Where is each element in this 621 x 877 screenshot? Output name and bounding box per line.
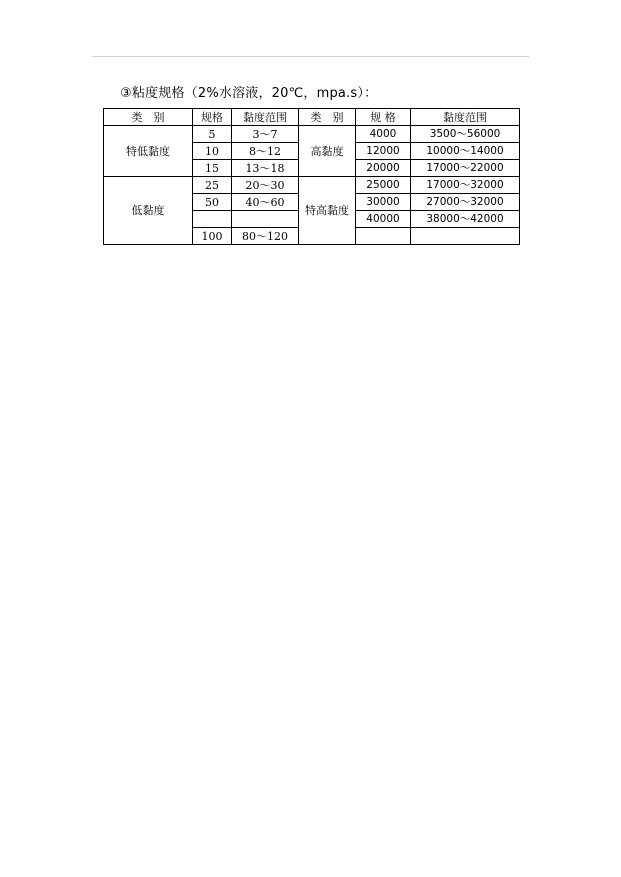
spec-cell: 4000 [356, 126, 411, 143]
spec-cell: 12000 [356, 143, 411, 160]
range-cell: 13～18 [232, 160, 299, 177]
spec-cell: 15 [193, 160, 232, 177]
range-cell: 10000～14000 [411, 143, 520, 160]
header-category-right: 类 别 [299, 109, 356, 126]
category-ultra-low: 特低黏度 [104, 126, 193, 177]
range-cell: 17000～32000 [411, 177, 520, 194]
spec-cell: 25000 [356, 177, 411, 194]
category-ultra-high: 特高黏度 [299, 177, 356, 245]
spec-cell: 5 [193, 126, 232, 143]
range-cell: 40～60 [232, 194, 299, 211]
range-cell: 38000～42000 [411, 211, 520, 228]
table-row [104, 126, 520, 143]
table-header-row [104, 109, 520, 126]
spec-cell: 10 [193, 143, 232, 160]
spec-cell: 50 [193, 194, 232, 211]
header-category-left: 类 别 [104, 109, 193, 126]
category-low: 低黏度 [104, 177, 193, 245]
range-cell: 3500～56000 [411, 126, 520, 143]
range-cell [411, 228, 520, 245]
spec-cell: 40000 [356, 211, 411, 228]
header-spec-right: 规 格 [356, 109, 411, 126]
range-cell: 8～12 [232, 143, 299, 160]
viscosity-spec-heading: ③粘度规格（2%水溶液，20℃，mpa.s）： [120, 86, 378, 101]
spec-cell [356, 228, 411, 245]
header-rule [92, 56, 529, 57]
spec-cell: 30000 [356, 194, 411, 211]
header-range-right: 黏度范围 [411, 109, 520, 126]
range-cell: 17000～22000 [411, 160, 520, 177]
range-cell [232, 211, 299, 228]
range-cell: 20～30 [232, 177, 299, 194]
header-spec-left: 规格 [193, 109, 232, 126]
table-row [104, 177, 520, 194]
range-cell: 80～120 [232, 228, 299, 245]
spec-cell [193, 211, 232, 228]
range-cell: 3～7 [232, 126, 299, 143]
header-range-left: 黏度范围 [232, 109, 299, 126]
viscosity-spec-table [103, 108, 520, 245]
spec-cell: 20000 [356, 160, 411, 177]
category-high: 高黏度 [299, 126, 356, 177]
spec-cell: 100 [193, 228, 232, 245]
range-cell: 27000～32000 [411, 194, 520, 211]
spec-cell: 25 [193, 177, 232, 194]
